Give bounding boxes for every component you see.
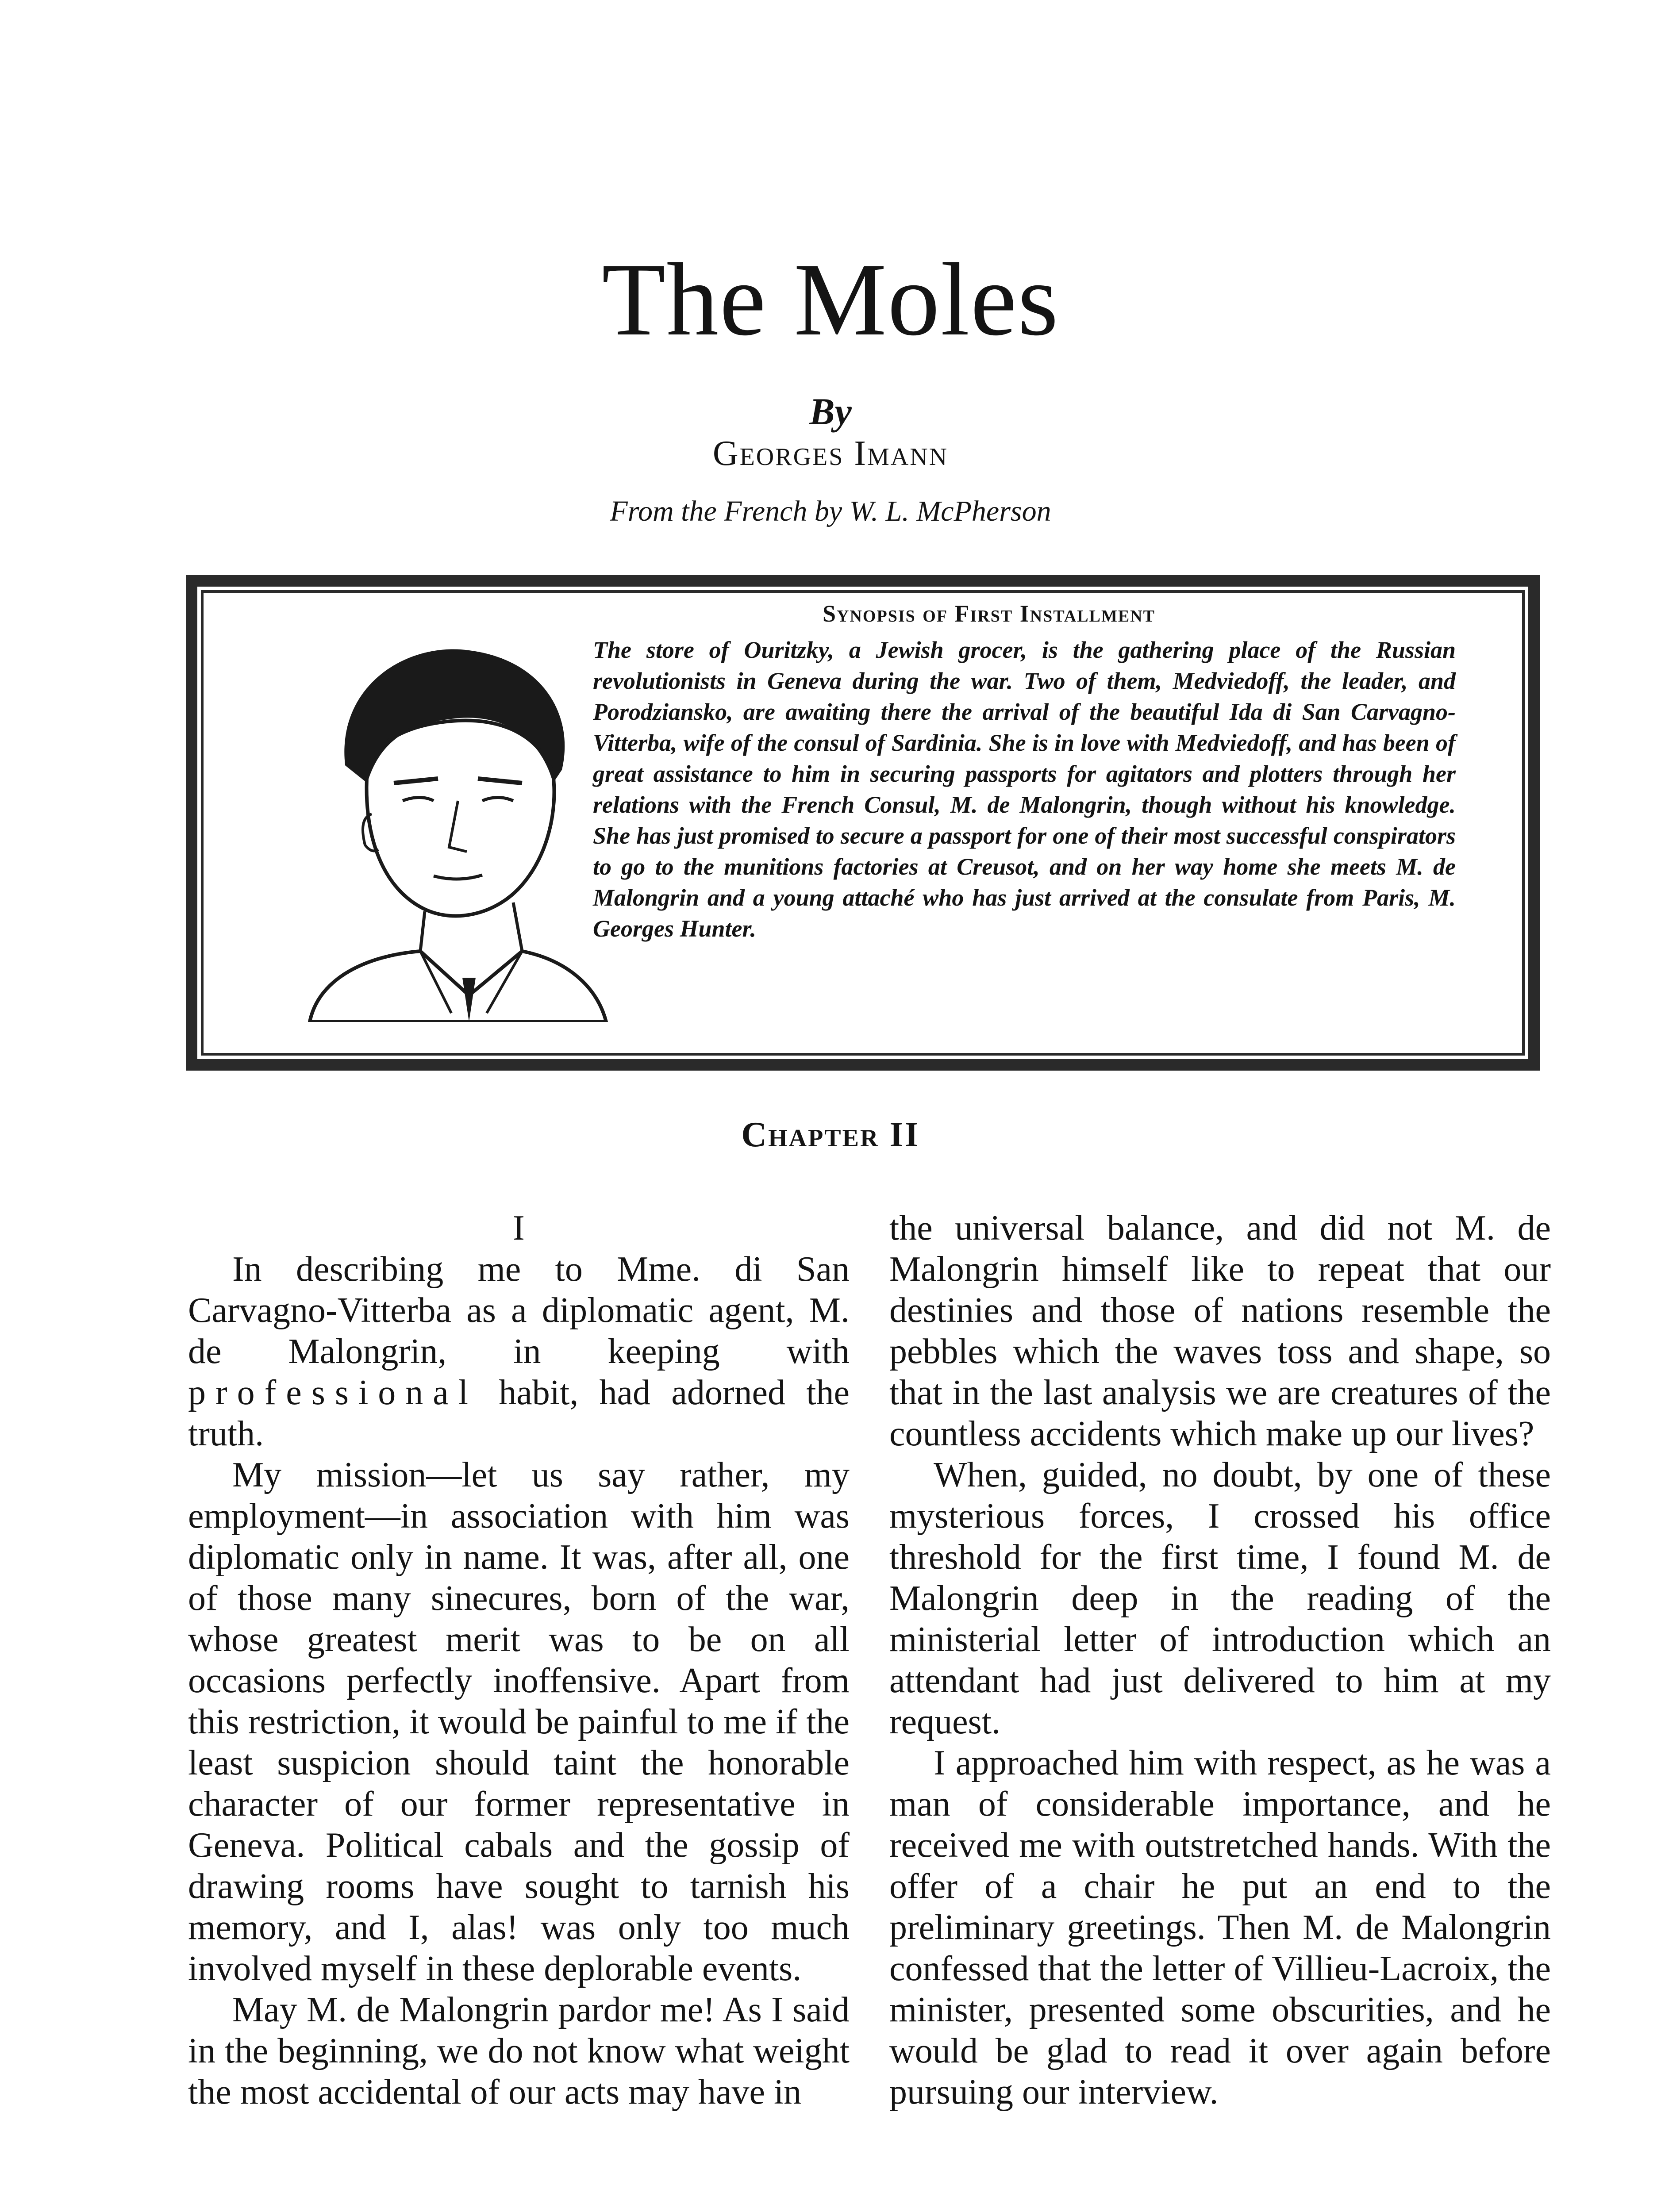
- chapter-heading: Chapter II: [741, 1115, 920, 1154]
- paragraph: May M. de Malongrin pardor me! As I said in the beginning, we do not know what weight the most accidental of our acts may have in: [188, 1990, 850, 2112]
- left-column: [188, 1208, 850, 2113]
- byline-by: By: [809, 390, 852, 433]
- portrait-illustration: [292, 624, 611, 1022]
- paragraph-text: In describing me to Mme. di San Carvagno-Vitterba as a diplomatic agent, M. de Malongrin, in keeping with: [188, 1250, 850, 1371]
- paragraph: the universal balance, and did not M. de Malongrin himself like to repeat that our destinies and those of nations resemble the pebbles which the waves toss and shape, so that in the last analysis we are creatures of the countless accidents which make up our lives?: [889, 1209, 1551, 1453]
- author-name: Georges Imann: [712, 434, 949, 473]
- paragraph: [188, 1249, 850, 1455]
- article-title: The Moles: [602, 242, 1059, 357]
- paragraph-text: habit, had adorned the truth.: [188, 1373, 850, 1453]
- translator-credit: From the French by W. L. McPherson: [610, 495, 1051, 527]
- right-column: [889, 1208, 1551, 2113]
- synopsis-heading: Synopsis of First Installment: [823, 600, 1155, 627]
- synopsis-text: The store of Ouritzky, a Jewish grocer, is the gathering place of the Russian revolutionists in Geneva during the war. Two of them, Medviedoff, the leader, and Porodziansko, are awaiting there the arrival of the beautiful Ida di San Carvagno-Vitterba, wife of the consul of Sardinia. She is in love with Medviedoff, and has been of great assistance to him in securing passports for agitators and plotters through her relations with the French Consul, M. de Malongrin, though without his knowledge. She has just promised to secure a passport for one of their most successful conspirators to go to the munitions factories at Creusot, and on her way home she meets M. de Malongrin and a young attaché who has just arrived at the consulate from Paris, M. Georges Hunter.: [593, 637, 1456, 942]
- spaced-word: professional: [188, 1373, 478, 1412]
- section-numeral: I: [513, 1209, 525, 1248]
- paragraph: When, guided, no doubt, by one of these mysterious forces, I crossed his office threshold for the first time, I found M. de Malongrin deep in the reading of the ministerial letter of introduction which an attendant had just delivered to him at my request.: [889, 1455, 1551, 1741]
- paragraph: I approached him with respect, as he was a man of considerable importance, and he received me with outstretched hands. With the offer of a chair he put an end to the preliminary greetings. Then M. de Malongrin confessed that the letter of Villieu-Lacroix, the minister, presented some obscurities, and he would be glad to read it over again before pursuing our interview.: [889, 1743, 1551, 2112]
- paragraph: My mission—let us say rather, my employment—in association with him was diplomatic only in name. It was, after all, one of those many sinecures, born of the war, whose greatest merit was to be on all occasions perfectly inoffensive. Apart from this restriction, it would be painful to me if the least suspicion should taint the honorable character of our former representative in Geneva. Political cabals and the gossip of drawing rooms have sought to tarnish his memory, and I, alas! was only too much involved myself in these deplorable events.: [188, 1455, 850, 1988]
